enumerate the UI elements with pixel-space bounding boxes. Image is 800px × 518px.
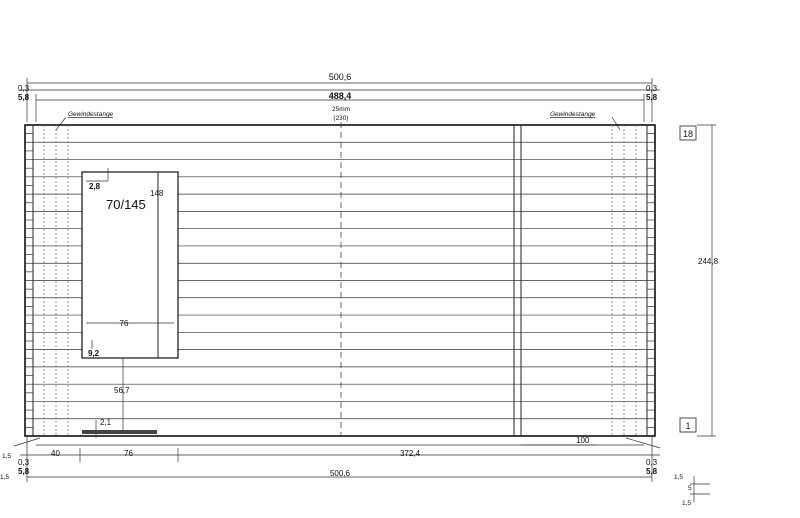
right-bottom-dim-a: 0,3: [646, 458, 658, 467]
sill-height-label: 56,7: [114, 386, 130, 395]
window-height-label: 148: [150, 189, 164, 198]
sill-dimension: [82, 358, 157, 438]
bottom-76-label: 76: [124, 449, 133, 458]
bottom-dimensions: [14, 436, 660, 482]
course-top-number: 18: [682, 129, 694, 139]
bottom-372-label: 372,4: [400, 449, 421, 458]
height-right-label: 244,8: [698, 257, 719, 266]
small-15-left-label: 1,5: [2, 453, 12, 460]
course-markers: [680, 126, 696, 432]
window-gap-top-label: 2,8: [89, 182, 101, 191]
threaded-rod-label-left: Gewindestange: [68, 111, 114, 118]
bottom-total-label: 500,6: [329, 469, 351, 478]
small-detail-marks: [0, 453, 710, 507]
center-note-label: 25mm: [331, 106, 351, 113]
right-100-label: 100: [576, 436, 590, 445]
window-gap-bottom-label: 9,2: [88, 349, 100, 358]
window: [82, 168, 178, 358]
small-15-right-b-label: 1,5: [682, 500, 692, 507]
center-note-sub-label: (230): [333, 115, 349, 122]
small-15-left-b-label: 1,5: [0, 474, 10, 481]
height-dimension: [697, 125, 719, 436]
inner-width-top-label: 488,4: [328, 91, 352, 101]
right-top-dim-b: 5,8: [646, 93, 658, 102]
right-top-dim-a: 0,3: [646, 84, 658, 93]
window-size-label: 70/145: [106, 197, 146, 212]
sill-offset-label: 2,1: [100, 418, 112, 427]
small-5-label: 5: [688, 485, 692, 492]
window-width-label: 76: [119, 319, 129, 328]
course-bottom-number: 1: [685, 421, 691, 431]
left-bottom-dim-a: 0,3: [18, 458, 30, 467]
right-bottom-dim-b: 5,8: [646, 467, 658, 476]
left-top-dim-a: 0,3: [18, 84, 30, 93]
small-15-right-label: 1,5: [674, 474, 684, 481]
left-top-dim-b: 5,8: [18, 93, 30, 102]
total-width-top-label: 500,6: [328, 72, 352, 82]
left-bottom-dim-b: 5,8: [18, 467, 30, 476]
threaded-rod-label-right: Gewindestange: [550, 111, 596, 118]
bottom-40-label: 40: [51, 449, 60, 458]
